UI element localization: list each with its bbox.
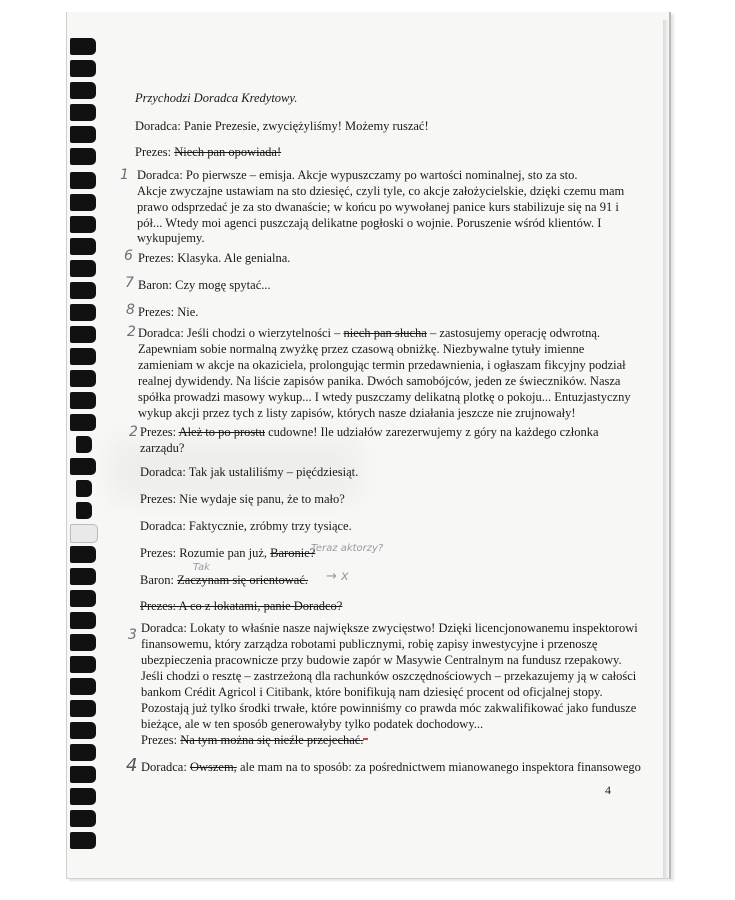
stage-direction: Przychodzi Doradca Kredytowy. — [135, 91, 298, 105]
line-segment: Prezes: Rozumie pan już, — [140, 546, 271, 560]
text-line: realnej dywidendy. Na liście zapisów panika. Dwóch samobójców, jeden ze świeczników. Nasza — [138, 374, 621, 388]
pencil-annotation: Tak — [193, 562, 210, 573]
binding-ring — [70, 216, 96, 233]
text-line — [141, 759, 641, 775]
text-line: bieżące, ale w ten sposób generowałyby tylko podatek dochodowy... — [141, 717, 484, 731]
text-line: Prezes: Klasyka. Ale genialna. — [138, 251, 291, 265]
text-line — [140, 545, 315, 561]
binding-ring — [70, 568, 96, 585]
page-edge — [663, 20, 668, 878]
text-line: Baron: Czy mogę spytać... — [138, 278, 271, 292]
binding-ring — [70, 612, 96, 629]
line-segment: cudowne! Ile udziałów zarezerwujemy z góry na każdego członka — [265, 425, 599, 439]
binding-ring — [70, 194, 96, 211]
text-line: wykupujemy. — [137, 231, 205, 245]
text-line: finansowemu, który zarządza robotami publicznymi, robię zapisy inwestycyjne i przenoszę — [141, 637, 598, 651]
struck-text: Owszem, — [189, 760, 237, 774]
text-line: Akcje zwyczajne ustawiam na sto dziesięć, czyli tyle, co akcje założycielskie, dzięki czemu mam — [137, 184, 625, 198]
binding-ring — [70, 326, 96, 343]
binding-ring — [70, 392, 96, 409]
struck-text: Zaczynam się orientować. — [177, 573, 308, 587]
binding-ring — [70, 458, 96, 475]
text-line: zamieniam w akcje na okaziciela, prolongując termin przedawnienia, i ogłaszam fikcyjny podział — [138, 358, 626, 372]
text-line — [141, 732, 363, 748]
struck-text: Na tym można się nieźle przejechać. — [180, 733, 364, 747]
text-line: Doradca: Faktycznie, zróbmy trzy tysiące. — [140, 519, 352, 533]
page-number: 4 — [605, 783, 611, 797]
red-mark — [363, 738, 368, 740]
binding-ring — [70, 700, 96, 717]
binding-ring — [70, 634, 96, 651]
margin-note: 4 — [126, 755, 138, 776]
binding-ring — [70, 810, 96, 827]
text-line: Doradca: Lokaty to właśnie nasze największe zwycięstwo! Dzięki licencjonowanemu inspektorowi — [141, 621, 638, 635]
margin-note: 7 — [125, 275, 134, 291]
line-segment: Prezes: — [140, 425, 179, 439]
text-line: Doradca: Panie Prezesie, zwyciężyliśmy! Możemy ruszać! — [135, 119, 429, 133]
text-line: Zapewniam sobie normalną zwyżkę przez czasową obniżkę. Niezbywalne tytuły imienne — [138, 342, 585, 356]
text-line: prawo odsprzedać je za sto dwanaście; w końcu po wywołanej panice kurs stabilizuje się na 91 i — [137, 200, 619, 214]
binding-ring — [70, 172, 96, 189]
binding-ring — [70, 38, 96, 55]
pencil-arrow: → x — [326, 569, 349, 584]
text-line: Doradca: Tak jak ustaliliśmy – pięćdziesiąt. — [140, 465, 359, 479]
text-line — [140, 424, 599, 440]
binding-ring — [70, 126, 96, 143]
binding-ring — [70, 414, 96, 431]
line-segment: Doradca: Jeśli chodzi o wierzytelności – — [138, 326, 344, 340]
text-line: wykup akcji przez tych z listy zapisów, których nasze działania jeszcze nie zrujnowały! — [138, 406, 576, 420]
binding-ring — [70, 238, 96, 255]
binding-ring — [70, 348, 96, 365]
text-line: Pozostają już tylko środki trwałe, które powinniśmy co prawda móc zakwalifikować jako fundusze — [141, 701, 637, 715]
binding-ring — [70, 104, 96, 121]
line-segment: – zastosujemy operację odwrotną. — [426, 326, 601, 340]
pencil-annotation: Teraz aktorzy? — [311, 543, 384, 554]
line-segment: ale mam na to sposób: za pośrednictwem mianowanego inspektora finansowego — [236, 760, 641, 774]
line-segment: Baron: — [140, 573, 178, 587]
text-line: Prezes: Nie. — [138, 305, 199, 319]
margin-note: 8 — [126, 302, 135, 318]
binding-ring — [70, 546, 96, 563]
margin-note: 6 — [124, 248, 133, 264]
binding-ring — [76, 480, 92, 497]
text-line — [138, 325, 600, 341]
binding-ring — [70, 60, 96, 77]
binding-ring — [70, 82, 96, 99]
binding-ring — [70, 148, 96, 165]
struck-text: Prezes: A co z lokatami, panie Doradco? — [140, 599, 343, 613]
binding-ring — [70, 260, 96, 277]
binding-ring — [70, 282, 96, 299]
binding-ring — [76, 436, 92, 453]
struck-text: Baronie? — [270, 546, 316, 560]
struck-text: Niech pan opowiada! — [174, 145, 282, 159]
text-line: spółka prowadzi masowy wykup... I wtedy puszczamy delikatną plotkę o pokoju... Entuzjastyczny — [138, 390, 631, 404]
line-segment: Prezes: — [141, 733, 181, 747]
margin-note: 3 — [128, 627, 137, 643]
binding-ring — [70, 744, 96, 761]
text-line: zarządu? — [140, 441, 185, 455]
binding-ring — [70, 590, 96, 607]
line-segment: Doradca: — [141, 760, 190, 774]
binding-ring — [70, 832, 96, 849]
binding-ring — [70, 524, 98, 543]
binding-ring — [70, 370, 96, 387]
binding-ring — [70, 656, 96, 673]
text-line: Doradca: Po pierwsze – emisja. Akcje wypuszczamy po wartości nominalnej, sto za sto. — [137, 168, 578, 182]
text-line: pół... Wtedy moi agenci puszczają delikatne pogłoski o wojnie. Poruszenie wśród klientów. I — [137, 216, 602, 230]
margin-note: 1 — [120, 167, 129, 183]
binding-ring — [70, 678, 96, 695]
binding-ring — [70, 766, 96, 783]
text-line: Prezes: Niech pan opowiada! — [135, 145, 282, 159]
binding-ring — [76, 502, 92, 519]
text-line: ubezpieczenia pracownicze przy budowie zapór w Masywie Centralnym na fundusz rzepakowy. — [141, 653, 622, 667]
spiral-binding — [62, 0, 102, 900]
binding-ring — [70, 722, 96, 739]
text-line: bankom Crédit Agricol i Citibank, które bonifikują nam dziesięć procent od oficjalnej stopy. — [141, 685, 603, 699]
text-line: Prezes: Nie wydaje się panu, że to mało? — [140, 492, 345, 506]
text-line: Jeśli chodzi o resztę – zastrzeżoną dla rachunków oszczędnościowych – przekazujemy ją w całości — [141, 669, 637, 683]
text-line — [140, 598, 342, 614]
margin-note: 2 — [129, 424, 138, 440]
binding-ring — [70, 788, 96, 805]
struck-text: Ależ to po prostu — [178, 425, 265, 439]
struck-text: niech pan słucha — [343, 326, 427, 340]
margin-note: 2 — [127, 324, 136, 340]
text-line — [140, 572, 308, 588]
binding-ring — [70, 304, 96, 321]
